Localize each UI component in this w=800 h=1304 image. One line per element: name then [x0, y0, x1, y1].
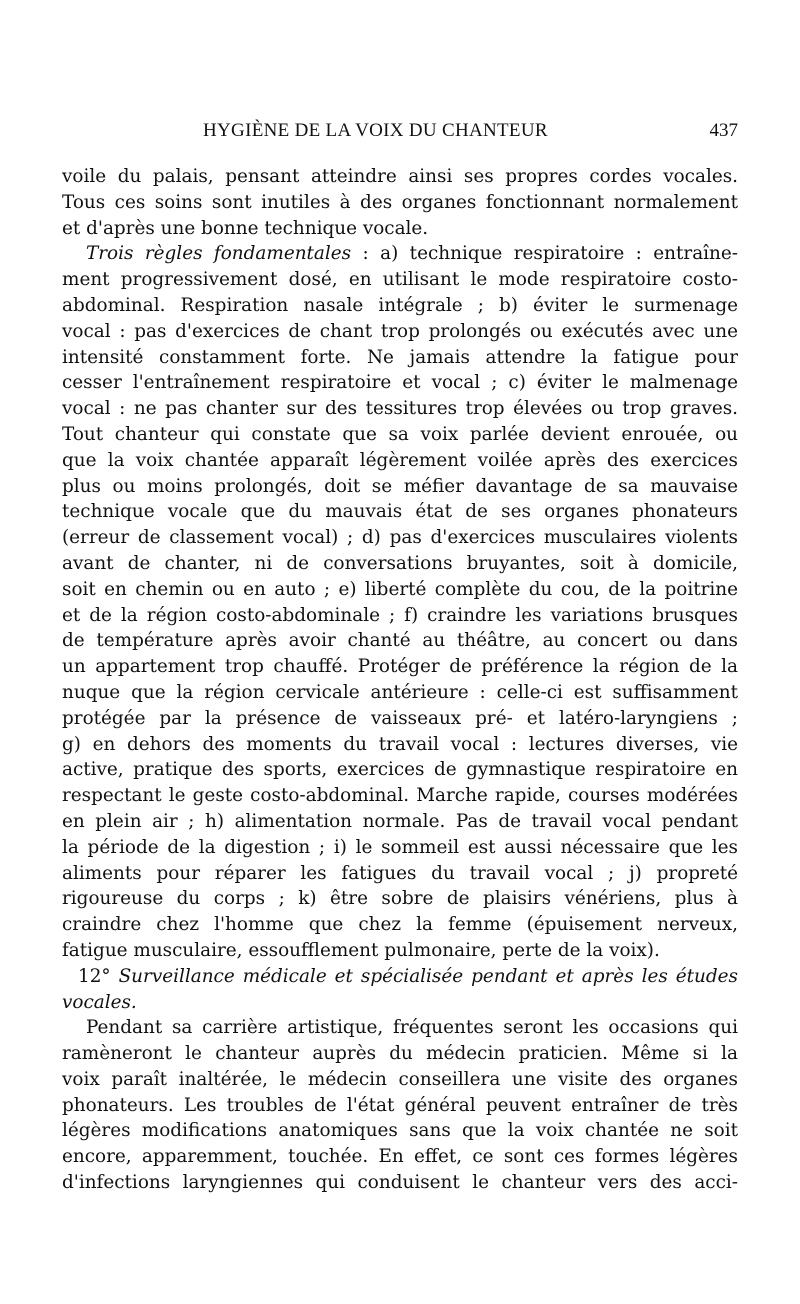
text-line: active, pratique des sports, exercices de gymnastique respiratoire en: [62, 759, 738, 781]
text-line: Tout chanteur qui constate que sa voix parlée devient enrouée, ou: [62, 423, 738, 445]
text-line: respectant le geste costo-abdominal. Marche rapide, courses modérées: [62, 785, 738, 807]
text-line: et d'après une bonne technique vocale.: [62, 217, 429, 239]
text-line: intensité constamment forte. Ne jamais attendre la fatigue pour: [62, 346, 738, 368]
text-line: ramèneront le chanteur auprès du médecin praticien. Même si la: [62, 1043, 738, 1065]
text-line: protégée par la présence de vaisseaux pré- et latéro-laryngiens ;: [62, 707, 738, 729]
text-line: nuque que la région cervicale antérieure : celle-ci est suffisamment: [62, 681, 738, 703]
text-line: que la voix chantée apparaît légèrement voilée après des exercices: [62, 449, 738, 471]
text-line: un appartement trop chauffé. Protéger de préférence la région de la: [62, 656, 738, 678]
text-line: voile du palais, pensant atteindre ainsi ses propres cordes vocales.: [62, 166, 738, 187]
text-line: vocal : pas d'exercices de chant trop prolongés ou exécutés avec une: [62, 320, 738, 342]
text-line: et de la région costo-abdominale ; f) craindre les variations brusques: [62, 604, 738, 626]
text-line: Trois règles fondamentales : a) technique respiratoire : entraîne-: [86, 243, 738, 265]
text-line: aliments pour réparer les fatigues du travail vocal ; j) propreté: [62, 862, 738, 884]
text-line: Pendant sa carrière artistique, fréquentes seront les occasions qui: [86, 1017, 738, 1039]
section-heading: [62, 964, 738, 990]
text-line: fatigue musculaire, essoufflement pulmonaire, perte de la voix).: [62, 939, 660, 961]
text-line: d'infections laryngiennes qui conduisent le chanteur vers des acci-: [62, 1172, 738, 1194]
section-title: Surveillance médicale et spécialisée pendant et après les études: [110, 965, 738, 987]
text-line: (erreur de classement vocal) ; d) pas d'exercices musculaires violents: [62, 527, 738, 549]
body-text: [62, 164, 738, 1196]
text-line: Tous ces soins sont inutiles à des organes fonctionnant normalement: [62, 191, 738, 213]
text-line: légères modifications anatomiques sans que la voix chantée ne soit: [62, 1120, 738, 1142]
page-header: [62, 119, 738, 143]
text-line: plus ou moins prolongés, doit se méfier davantage de sa mauvaise: [62, 475, 738, 497]
text-line: vocal : ne pas chanter sur des tessitures trop élevées ou trop graves.: [62, 398, 738, 420]
page-number: 437: [709, 120, 738, 141]
text-line: cesser l'entraînement respiratoire et vocal ; c) éviter le malmenage: [62, 372, 738, 394]
text-line: encore, apparemment, touchée. En effet, ce sont ces formes légères: [62, 1146, 738, 1168]
text-line: la période de la digestion ; i) le sommeil est aussi nécessaire que les: [62, 836, 738, 858]
text-line: voix paraît inaltérée, le médecin conseillera une visite des organes: [62, 1068, 738, 1090]
text-line: technique vocale que du mauvais état de ses organes phonateurs: [62, 501, 738, 523]
text-line: abdominal. Respiration nasale intégrale ; b) éviter le surmenage: [62, 294, 738, 316]
section-heading-cont: vocales.: [62, 991, 137, 1013]
text-line: en plein air ; h) alimentation normale. Pas de travail vocal pendant: [62, 810, 738, 832]
text-line: avant de chanter, ni de conversations bruyantes, soit à domicile,: [62, 552, 738, 574]
section-number: 12°: [78, 965, 111, 987]
text-line: phonateurs. Les troubles de l'état général peuvent entraîner de très: [62, 1094, 738, 1116]
running-title: HYGIÈNE DE LA VOIX DU CHANTEUR: [203, 120, 548, 141]
text-line: g) en dehors des moments du travail vocal : lectures diverses, vie: [62, 733, 738, 755]
italic-heading: Trois règles fondamentales: [86, 243, 352, 265]
text-line: rigoureuse du corps ; k) être sobre de plaisirs vénériens, plus à: [62, 888, 738, 910]
text-line: craindre chez l'homme que chez la femme (épuisement nerveux,: [62, 914, 738, 936]
text-line: soit en chemin ou en auto ; e) liberté complète du cou, de la poitrine: [62, 578, 738, 600]
text-line: de température après avoir chanté au théâtre, au concert ou dans: [62, 630, 738, 652]
text-line: ment progressivement dosé, en utilisant le mode respiratoire costo-: [62, 269, 738, 291]
